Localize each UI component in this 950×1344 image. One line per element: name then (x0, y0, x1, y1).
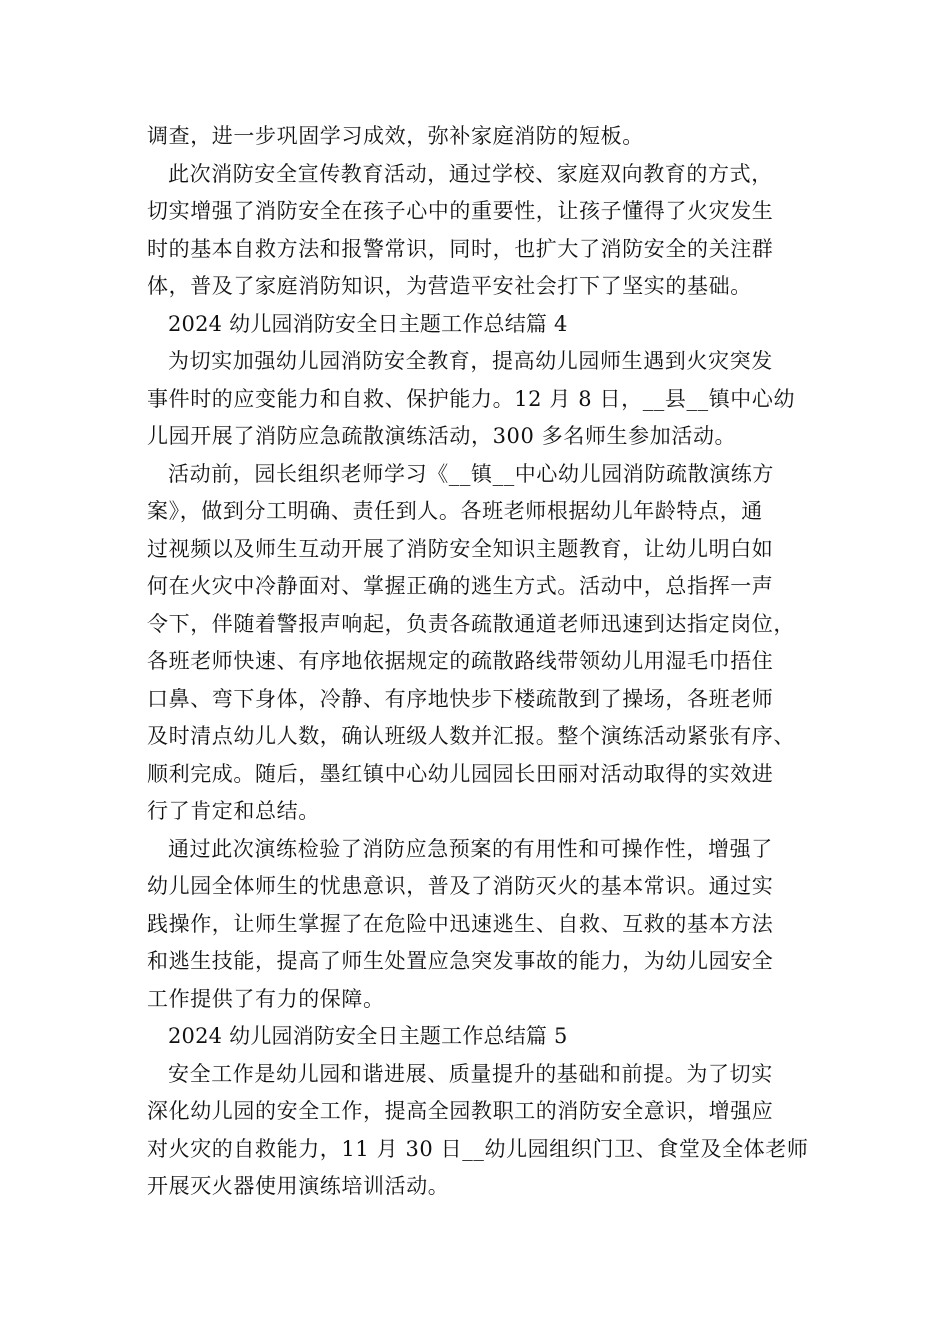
text-line: 活动前，园长组织老师学习《__镇__中心幼儿园消防疏散演练方 (168, 461, 774, 486)
text-line: 及时清点幼儿人数，确认班级人数并汇报。整个演练活动紧张有序、 (147, 724, 795, 748)
text-line: 安全工作是幼儿园和谐进展、质量提升的基础和前提。为了切实 (168, 1061, 773, 1086)
text-line: 调查，进一步巩固学习成效，弥补家庭消防的短板。 (147, 124, 644, 148)
text-line: 体，普及了家庭消防知识，为营造平安社会打下了坚实的基础。 (147, 274, 752, 298)
text-line: 和逃生技能，提高了师生处置应急突发事故的能力，为幼儿园安全 (147, 949, 774, 973)
text-line: 案》，做到分工明确、责任到人。各班老师根据幼儿年龄特点，通 (147, 499, 763, 523)
text-line: 深化幼儿园的安全工作，提高全园教职工的消防安全意识，增强应 (147, 1099, 774, 1123)
text-line: 口鼻、弯下身体，冷静、有序地快步下楼疏散到了操场，各班老师 (147, 686, 774, 711)
text-line: 事件时的应变能力和自救、保护能力。12 月 8 日，__县__镇中心幼 (147, 386, 796, 411)
text-line: 各班老师快速、有序地依据规定的疏散路线带领幼儿用湿毛巾捂住 (147, 649, 774, 673)
document-page (147, 118, 827, 1206)
section-heading: 2024 幼儿园消防安全日主题工作总结篇 4 (168, 311, 568, 336)
text-line: 行了肯定和总结。 (147, 799, 320, 823)
text-line: 何在火灾中冷静面对、掌握正确的逃生方式。活动中，总指挥一声 (147, 574, 774, 598)
text-line: 此次消防安全宣传教育活动，通过学校、家庭双向教育的方式， (168, 161, 773, 186)
text-line: 践操作，让师生掌握了在危险中迅速逃生、自救、互救的基本方法 (147, 911, 774, 936)
text-line: 切实增强了消防安全在孩子心中的重要性，让孩子懂得了火灾发生 (147, 199, 774, 223)
text-line: 令下，伴随着警报声响起，负责各疏散通道老师迅速到达指定岗位， (147, 611, 795, 636)
text-line: 工作提供了有力的保障。 (147, 986, 385, 1011)
text-line: 通过此次演练检验了消防应急预案的有用性和可操作性，增强了 (168, 836, 773, 861)
text-line: 顺利完成。随后，墨红镇中心幼儿园园长田丽对活动取得的实效进 (147, 761, 774, 786)
text-line: 幼儿园全体师生的忧患意识，普及了消防灭火的基本常识。通过实 (147, 874, 774, 898)
section-heading: 2024 幼儿园消防安全日主题工作总结篇 5 (168, 1024, 568, 1048)
text-line: 过视频以及师生互动开展了消防安全知识主题教育，让幼儿明白如 (147, 536, 774, 561)
text-line: 对火灾的自救能力，11 月 30 日__幼儿园组织门卫、食堂及全体老师 (147, 1136, 809, 1161)
text-line: 开展灭火器使用演练培训活动。 (147, 1174, 450, 1198)
text-line: 为切实加强幼儿园消防安全教育，提高幼儿园师生遇到火灾突发 (168, 349, 773, 373)
text-line: 时的基本自救方法和报警常识，同时，也扩大了消防安全的关注群 (147, 236, 774, 261)
text-line: 儿园开展了消防应急疏散演练活动，300 多名师生参加活动。 (147, 424, 737, 448)
